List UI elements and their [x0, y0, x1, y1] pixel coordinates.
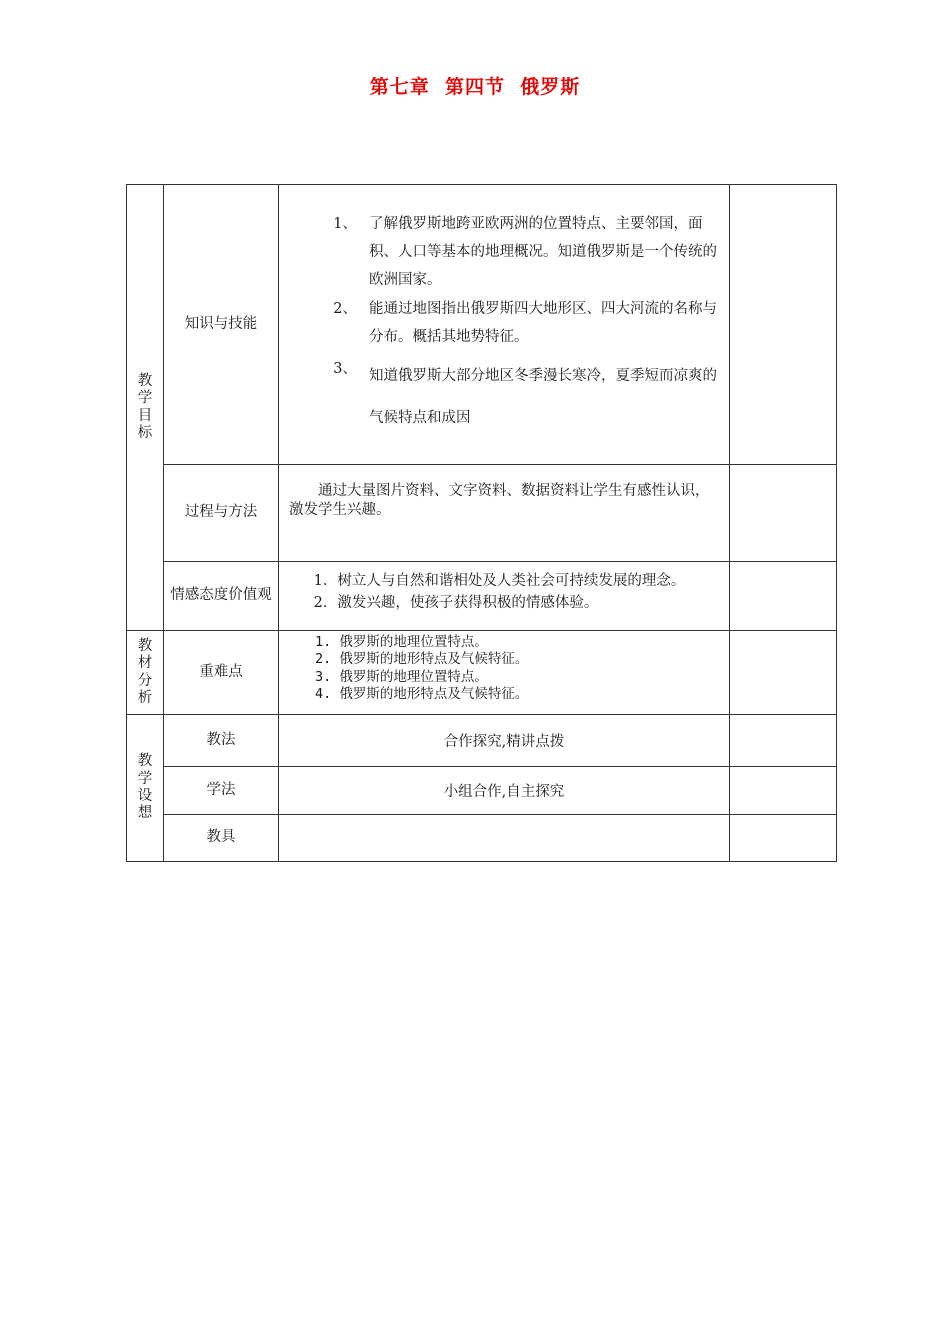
process-label: 过程与方法 — [164, 465, 279, 562]
lesson-plan-table — [126, 184, 837, 862]
remark-cell — [730, 767, 837, 815]
remark-cell — [730, 185, 837, 465]
learning-method-value: 小组合作,自主探究 — [279, 767, 730, 815]
page-title: 第七章 第四节 俄罗斯 — [369, 76, 581, 98]
teaching-aids-row — [127, 815, 837, 862]
remark-cell — [730, 465, 837, 562]
emotion-item: 1．树立人与自然和谐相处及人类社会可持续发展的理念。 — [313, 572, 686, 589]
learning-method-label: 学法 — [164, 767, 279, 815]
teaching-method-row — [127, 715, 837, 767]
emotion-content — [279, 562, 730, 631]
knowledge-item: 2、 能通过地图指出俄罗斯四大地形区、四大河流的名称与分布。概括其地势特征。 — [333, 300, 717, 345]
teaching-goals-group-cell — [127, 185, 164, 631]
remark-cell — [730, 631, 837, 715]
emotion-row — [127, 562, 837, 631]
knowledge-content — [279, 185, 730, 465]
teaching-method-label: 教法 — [164, 715, 279, 767]
process-text: 通过大量图片资料、文字资料、数据资料让学生有感性认识，激发学生兴趣。 — [289, 483, 710, 518]
key-point-item: 4. 俄罗斯的地形特点及气候特征。 — [315, 685, 529, 702]
key-point-item: 1. 俄罗斯的地理位置特点。 — [315, 633, 488, 650]
key-points-content — [279, 631, 730, 715]
process-row — [127, 465, 837, 562]
teaching-design-group-cell — [127, 715, 164, 862]
material-analysis-group-cell — [127, 631, 164, 715]
remark-cell — [730, 715, 837, 767]
remark-cell — [730, 562, 837, 631]
key-point-item: 2. 俄罗斯的地形特点及气候特征。 — [315, 651, 529, 668]
material-analysis-row — [127, 631, 837, 715]
teaching-aids-value — [279, 815, 730, 862]
teaching-goals-label: 教学目标 — [137, 372, 153, 441]
knowledge-item: 3、 知道俄罗斯大部分地区冬季漫长寒冷，夏季短而凉爽的气候特点和成因 — [333, 361, 717, 427]
learning-method-row — [127, 767, 837, 815]
teaching-design-label: 教学设想 — [137, 753, 153, 822]
material-analysis-label: 教材分析 — [137, 637, 153, 706]
key-points-label: 重难点 — [164, 631, 279, 715]
emotion-item: 2．激发兴趣，使孩子获得积极的情感体验。 — [313, 595, 599, 611]
teaching-method-value: 合作探究,精讲点拨 — [279, 715, 730, 767]
teaching-aids-label: 教具 — [164, 815, 279, 862]
knowledge-row — [127, 185, 837, 465]
knowledge-label: 知识与技能 — [164, 185, 279, 465]
knowledge-item: 1、 了解俄罗斯地跨亚欧两洲的位置特点、主要邻国，面积、人口等基本的地理概况。知道俄罗斯是一个传统的欧洲国家。 — [333, 215, 717, 289]
key-point-item: 3. 俄罗斯的地理位置特点。 — [315, 668, 488, 685]
process-content — [279, 465, 730, 562]
remark-cell — [730, 815, 837, 862]
emotion-label: 情感态度价值观 — [164, 562, 279, 631]
